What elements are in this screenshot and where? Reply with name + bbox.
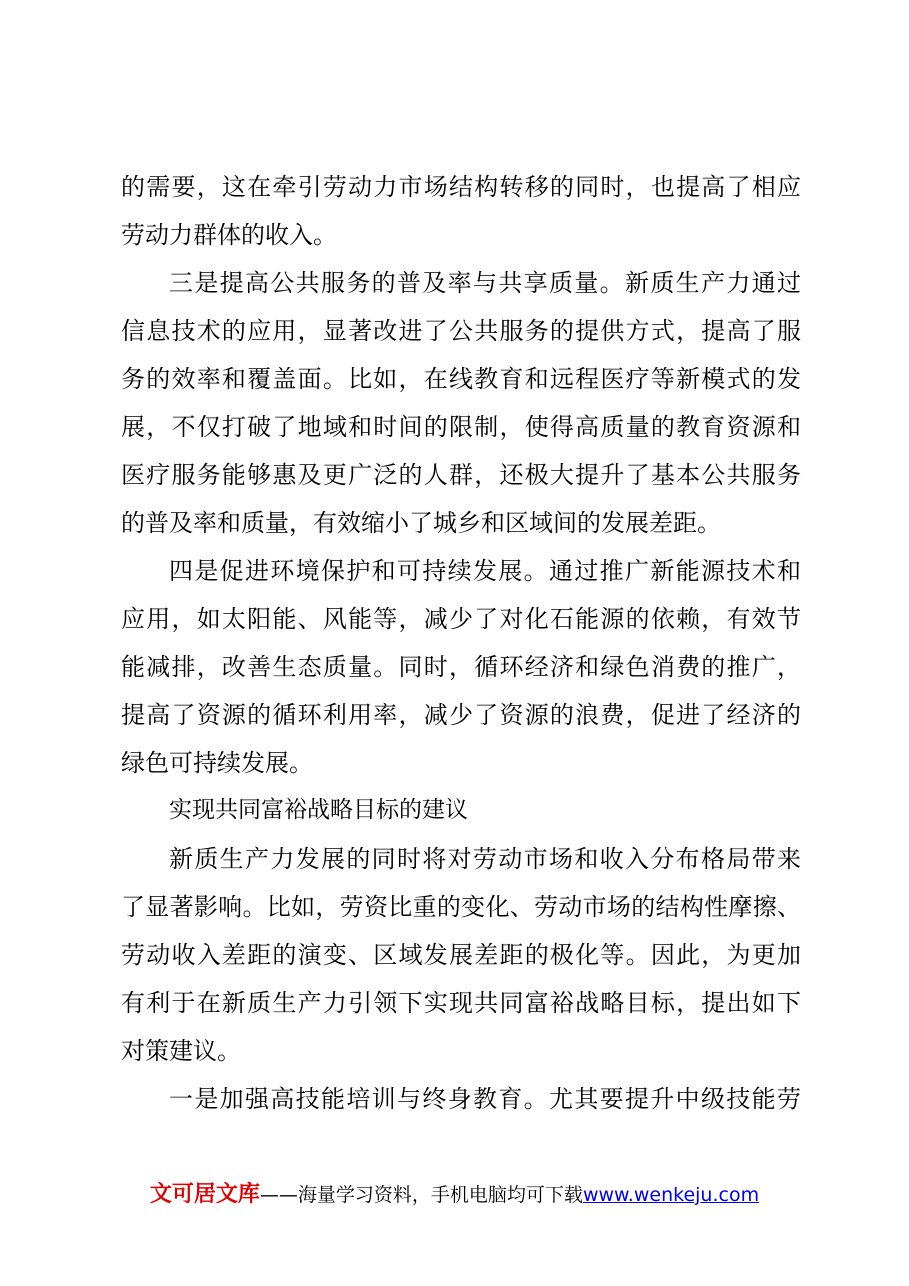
footer-slogan: ——海量学习资料，手机电脑均可下载 xyxy=(259,1184,583,1206)
text-line: 能减排，改善生态质量。同时，循环经济和绿色消费的推广， xyxy=(121,653,801,681)
text-line: 展，不仅打破了地域和时间的限制，使得高质量的教育资源和 xyxy=(121,413,801,441)
paragraph-start-line: 新质生产力发展的同时将对劳动市场和收入分布格局带来 xyxy=(169,845,801,873)
text-line: 对策建议。 xyxy=(121,1037,241,1065)
paragraph-start-line: 三是提高公共服务的普及率与共享质量。新质生产力通过 xyxy=(169,269,801,297)
footer-website-link[interactable]: www.wenkeju.com xyxy=(582,1184,760,1206)
footer-brand: 文可居文库 xyxy=(149,1182,260,1207)
text-line: 劳动收入差距的演变、区域发展差距的极化等。因此，为更加 xyxy=(121,941,801,969)
paragraph-start-line: 一是加强高技能培训与终身教育。尤其要提升中级技能劳 xyxy=(169,1085,801,1113)
paragraph-start-line: 四是促进环境保护和可持续发展。通过推广新能源技术和 xyxy=(169,557,801,585)
text-line: 绿色可持续发展。 xyxy=(121,749,313,777)
text-line: 了显著影响。比如，劳资比重的变化、劳动市场的结构性摩擦、 xyxy=(121,893,801,921)
text-line: 医疗服务能够惠及更广泛的人群，还极大提升了基本公共服务 xyxy=(121,461,801,489)
text-line: 信息技术的应用，显著改进了公共服务的提供方式，提高了服 xyxy=(121,317,801,345)
text-line: 的普及率和质量，有效缩小了城乡和区域间的发展差距。 xyxy=(121,509,721,537)
text-line: 务的效率和覆盖面。比如，在线教育和远程医疗等新模式的发 xyxy=(121,365,801,393)
text-line: 应用，如太阳能、风能等，减少了对化石能源的依赖，有效节 xyxy=(121,605,801,633)
section-heading: 实现共同富裕战略目标的建议 xyxy=(169,797,468,823)
text-line: 提高了资源的循环利用率，减少了资源的浪费，促进了经济的 xyxy=(121,701,801,729)
text-line: 劳动力群体的收入。 xyxy=(121,221,337,249)
text-line: 的需要，这在牵引劳动力市场结构转移的同时，也提高了相应 xyxy=(121,173,801,201)
page-footer xyxy=(0,1181,909,1209)
text-line: 有利于在新质生产力引领下实现共同富裕战略目标，提出如下 xyxy=(121,989,801,1017)
